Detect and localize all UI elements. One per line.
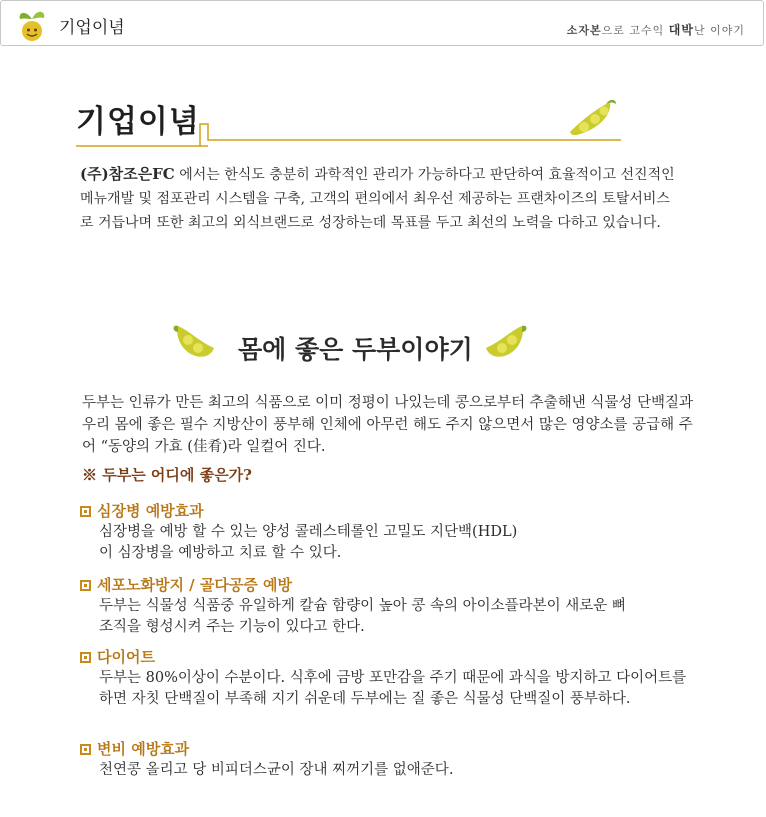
benefit-text: 두부는 식물성 식품중 유일하게 칼슘 함량이 높아 콩 속의 아이소플라본이 새로운 뼈 조직을 형성시켜 주는 기능이 있다고 한다. (99, 598, 626, 635)
company-name: (주)참조은FC (80, 165, 175, 183)
square-bullet-icon (80, 652, 91, 663)
slogan-part-1: 소자본 (566, 24, 602, 37)
benefit-text: 심장병을 예방 할 수 있는 양성 콜레스테롤인 고밀도 지단백(HDL)이 심장병을 예방하고 치료 할 수 있다. (99, 524, 518, 561)
slogan-text (567, 21, 745, 38)
slogan-part-3: 대박 (668, 23, 694, 37)
square-bullet-icon (80, 580, 91, 591)
philosophy-paragraph (80, 162, 680, 235)
philosophy-text: 에서는 한식도 충분히 과학적인 관리가 가능하다고 판단하여 효율적이고 선진적인 메뉴개발 및 점포관리 시스템을 구축, 고객의 편의에서 최우선 제공하는 프랜차이즈의 토탈서비스로 거듭나며 또한 최고의 외식브랜드로 성장하는데 목표를 두고 최선의 노력을 다하고 있습니다. (80, 167, 675, 231)
square-bullet-icon (80, 506, 91, 517)
slogan-part-4: 난 이야기 (693, 24, 745, 37)
slogan-part-2: 으로 고수익 (601, 24, 669, 37)
benefit-title: 세포노화방지 / 골다공증 예방 (97, 576, 293, 594)
logo-icon (15, 7, 49, 43)
tofu-intro-paragraph: 두부는 인류가 만든 최고의 식품으로 이미 정평이 나있는데 콩으로부터 추출해낸 식물성 단백질과 우리 몸에 좋은 필수 지방산이 풍부해 인체에 아무런 해도 주지 않으면서 많은 영양소를 공급해 주어 “동양의 가효 (佳肴)라 일컬어 진다. (82, 395, 693, 455)
benefit-text: 두부는 80%이상이 수분이다. 식후에 금방 포만감을 주기 때문에 과식을 방지하고 다이어트를 하면 자칫 단백질이 부족해 지기 쉬운데 두부에는 질 좋은 식물성 단백질이 풍부하다. (99, 670, 687, 707)
benefit-title: 다이어트 (97, 648, 155, 666)
header-title: 기업이념 (59, 18, 125, 38)
benefit-item (80, 500, 720, 564)
benefit-item (80, 646, 720, 710)
benefit-text: 천연콩 올리고 당 비피더스균이 장내 찌꺼기를 없애준다. (99, 762, 454, 778)
section-title-philosophy: 기업이념 (76, 104, 200, 140)
bean-pod-icon (566, 96, 618, 138)
benefit-title: 변비 예방효과 (97, 740, 190, 758)
benefit-question: ※ 두부는 어디에 좋은가? (82, 466, 252, 484)
top-bar (0, 0, 764, 46)
bean-pod-left-icon (170, 320, 222, 366)
square-bullet-icon (80, 744, 91, 755)
section-title-tofu: 몸에 좋은 두부이야기 (238, 335, 473, 364)
benefit-title: 심장병 예방효과 (97, 502, 204, 520)
benefit-item (80, 574, 720, 638)
bean-pod-right-icon (478, 320, 530, 366)
benefit-item (80, 738, 720, 781)
